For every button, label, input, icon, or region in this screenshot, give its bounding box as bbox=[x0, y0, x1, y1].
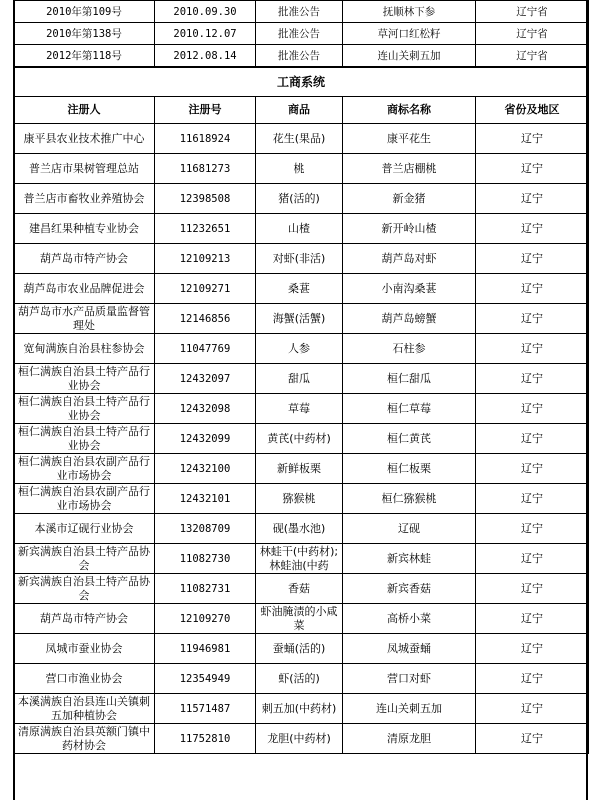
province-cell: 辽宁 bbox=[476, 394, 589, 424]
trademark-cell: 小南沟桑葚 bbox=[343, 274, 476, 304]
table-row bbox=[14, 454, 589, 484]
header-reg-no: 注册号 bbox=[155, 97, 256, 124]
province-cell: 辽宁 bbox=[476, 424, 589, 454]
trademark-cell: 葫芦岛对虾 bbox=[343, 244, 476, 274]
registrant-cell: 新宾满族自治县土特产品协会 bbox=[14, 544, 155, 574]
registrant-cell: 葫芦岛市农业品牌促进会 bbox=[14, 274, 155, 304]
trademark-cell: 桓仁猕猴桃 bbox=[343, 484, 476, 514]
province-cell: 辽宁 bbox=[476, 244, 589, 274]
trademark-cell: 桓仁草莓 bbox=[343, 394, 476, 424]
registrant-cell: 普兰店市畜牧业养殖协会 bbox=[14, 184, 155, 214]
table-row bbox=[14, 634, 589, 664]
goods-cell: 桃 bbox=[256, 154, 343, 184]
goods-cell: 虾(活的) bbox=[256, 664, 343, 694]
table-row bbox=[14, 124, 589, 154]
header-registrant: 注册人 bbox=[14, 97, 155, 124]
table-row bbox=[14, 544, 589, 574]
trademark-cell: 凤城蚕蛹 bbox=[343, 634, 476, 664]
reg-no-cell: 11618924 bbox=[155, 124, 256, 154]
goods-cell: 山楂 bbox=[256, 214, 343, 244]
trademark-cell: 新金猪 bbox=[343, 184, 476, 214]
registrant-cell: 本溪市辽砚行业协会 bbox=[14, 514, 155, 544]
goods-cell: 黄芪(中药材) bbox=[256, 424, 343, 454]
table-row bbox=[14, 484, 589, 514]
registration-rows bbox=[14, 124, 589, 754]
trademark-cell: 新开岭山楂 bbox=[343, 214, 476, 244]
reg-no-cell: 12432101 bbox=[155, 484, 256, 514]
goods-cell: 砚(墨水池) bbox=[256, 514, 343, 544]
registrant-cell: 康平县农业技术推广中心 bbox=[14, 124, 155, 154]
trademark-cell: 石柱参 bbox=[343, 334, 476, 364]
table-row bbox=[14, 304, 589, 334]
top-row bbox=[14, 1, 589, 23]
table-row bbox=[14, 424, 589, 454]
registrant-cell: 建昌红果种植专业协会 bbox=[14, 214, 155, 244]
table-row bbox=[14, 154, 589, 184]
goods-cell: 桑葚 bbox=[256, 274, 343, 304]
province-cell: 辽宁 bbox=[476, 724, 589, 754]
registrant-cell: 桓仁满族自治县土特产品行业协会 bbox=[14, 364, 155, 394]
trademark-cell: 辽砚 bbox=[343, 514, 476, 544]
announcement-no-cell: 2010年第138号 bbox=[14, 23, 155, 45]
goods-cell: 虾油腌渍的小咸菜 bbox=[256, 604, 343, 634]
province-cell: 辽宁 bbox=[476, 484, 589, 514]
certification-table bbox=[13, 0, 589, 754]
goods-cell: 林蛙干(中药材);林蛙油(中药 bbox=[256, 544, 343, 574]
registrant-cell: 葫芦岛市特产协会 bbox=[14, 244, 155, 274]
trademark-cell: 营口对虾 bbox=[343, 664, 476, 694]
province-cell: 辽宁省 bbox=[476, 23, 589, 45]
trademark-cell: 桓仁甜瓜 bbox=[343, 364, 476, 394]
registrant-cell: 桓仁满族自治县农副产品行业市场协会 bbox=[14, 454, 155, 484]
province-cell: 辽宁 bbox=[476, 214, 589, 244]
goods-cell: 刺五加(中药材) bbox=[256, 694, 343, 724]
reg-no-cell: 12432098 bbox=[155, 394, 256, 424]
announcement-no-cell: 2012年第118号 bbox=[14, 45, 155, 68]
reg-no-cell: 13208709 bbox=[155, 514, 256, 544]
goods-cell: 蚕蛹(活的) bbox=[256, 634, 343, 664]
table-row bbox=[14, 514, 589, 544]
table-row bbox=[14, 244, 589, 274]
table-row bbox=[14, 664, 589, 694]
type-cell: 批准公告 bbox=[256, 45, 343, 68]
top-row bbox=[14, 45, 589, 68]
section-title: 工商系统 bbox=[14, 67, 589, 97]
reg-no-cell: 12432099 bbox=[155, 424, 256, 454]
province-cell: 辽宁 bbox=[476, 364, 589, 394]
document-table-container bbox=[13, 0, 588, 754]
goods-cell: 猕猴桃 bbox=[256, 484, 343, 514]
reg-no-cell: 11681273 bbox=[155, 154, 256, 184]
registrant-cell: 营口市渔业协会 bbox=[14, 664, 155, 694]
header-province: 省份及地区 bbox=[476, 97, 589, 124]
reg-no-cell: 12354949 bbox=[155, 664, 256, 694]
goods-cell: 草莓 bbox=[256, 394, 343, 424]
top-rows bbox=[14, 1, 589, 68]
reg-no-cell: 11232651 bbox=[155, 214, 256, 244]
registrant-cell: 葫芦岛市水产品质量监督管理处 bbox=[14, 304, 155, 334]
province-cell: 辽宁 bbox=[476, 184, 589, 214]
type-cell: 批准公告 bbox=[256, 1, 343, 23]
reg-no-cell: 12109213 bbox=[155, 244, 256, 274]
reg-no-cell: 12146856 bbox=[155, 304, 256, 334]
trademark-cell: 高桥小菜 bbox=[343, 604, 476, 634]
table-row bbox=[14, 364, 589, 394]
product-cell: 连山关刺五加 bbox=[343, 45, 476, 68]
product-cell: 草河口红松籽 bbox=[343, 23, 476, 45]
province-cell: 辽宁 bbox=[476, 634, 589, 664]
table-row bbox=[14, 184, 589, 214]
registrant-cell: 葫芦岛市特产协会 bbox=[14, 604, 155, 634]
reg-no-cell: 12432097 bbox=[155, 364, 256, 394]
header-goods: 商品 bbox=[256, 97, 343, 124]
goods-cell: 花生(果品) bbox=[256, 124, 343, 154]
province-cell: 辽宁 bbox=[476, 514, 589, 544]
trademark-cell: 连山关刺五加 bbox=[343, 694, 476, 724]
registrant-cell: 清原满族自治县英额门镇中药材协会 bbox=[14, 724, 155, 754]
section-header bbox=[14, 67, 589, 124]
reg-no-cell: 11752810 bbox=[155, 724, 256, 754]
type-cell: 批准公告 bbox=[256, 23, 343, 45]
date-cell: 2012.08.14 bbox=[155, 45, 256, 68]
province-cell: 辽宁 bbox=[476, 304, 589, 334]
province-cell: 辽宁 bbox=[476, 544, 589, 574]
trademark-cell: 新宾林蛙 bbox=[343, 544, 476, 574]
registrant-cell: 宽甸满族自治县柱参协会 bbox=[14, 334, 155, 364]
goods-cell: 对虾(非活) bbox=[256, 244, 343, 274]
reg-no-cell: 11047769 bbox=[155, 334, 256, 364]
goods-cell: 新鲜板栗 bbox=[256, 454, 343, 484]
province-cell: 辽宁 bbox=[476, 454, 589, 484]
date-cell: 2010.12.07 bbox=[155, 23, 256, 45]
table-row bbox=[14, 694, 589, 724]
province-cell: 辽宁 bbox=[476, 574, 589, 604]
province-cell: 辽宁 bbox=[476, 274, 589, 304]
province-cell: 辽宁 bbox=[476, 124, 589, 154]
table-row bbox=[14, 574, 589, 604]
registrant-cell: 桓仁满族自治县土特产品行业协会 bbox=[14, 394, 155, 424]
registrant-cell: 桓仁满族自治县农副产品行业市场协会 bbox=[14, 484, 155, 514]
trademark-cell: 新宾香菇 bbox=[343, 574, 476, 604]
province-cell: 辽宁 bbox=[476, 154, 589, 184]
table-row bbox=[14, 334, 589, 364]
province-cell: 辽宁 bbox=[476, 334, 589, 364]
reg-no-cell: 12109270 bbox=[155, 604, 256, 634]
table-row bbox=[14, 724, 589, 754]
registrant-cell: 凤城市蚕业协会 bbox=[14, 634, 155, 664]
header-trademark: 商标名称 bbox=[343, 97, 476, 124]
trademark-cell: 葫芦岛螃蟹 bbox=[343, 304, 476, 334]
province-cell: 辽宁 bbox=[476, 604, 589, 634]
registrant-cell: 新宾满族自治县土特产品协会 bbox=[14, 574, 155, 604]
goods-cell: 香菇 bbox=[256, 574, 343, 604]
reg-no-cell: 12432100 bbox=[155, 454, 256, 484]
province-cell: 辽宁省 bbox=[476, 1, 589, 23]
product-cell: 抚顺林下参 bbox=[343, 1, 476, 23]
trademark-cell: 桓仁黄芪 bbox=[343, 424, 476, 454]
table-row bbox=[14, 604, 589, 634]
trademark-cell: 普兰店棚桃 bbox=[343, 154, 476, 184]
registrant-cell: 桓仁满族自治县土特产品行业协会 bbox=[14, 424, 155, 454]
trademark-cell: 清原龙胆 bbox=[343, 724, 476, 754]
province-cell: 辽宁 bbox=[476, 664, 589, 694]
table-row bbox=[14, 214, 589, 244]
goods-cell: 龙胆(中药材) bbox=[256, 724, 343, 754]
reg-no-cell: 11082731 bbox=[155, 574, 256, 604]
reg-no-cell: 11082730 bbox=[155, 544, 256, 574]
date-cell: 2010.09.30 bbox=[155, 1, 256, 23]
province-cell: 辽宁 bbox=[476, 694, 589, 724]
registrant-cell: 普兰店市果树管理总站 bbox=[14, 154, 155, 184]
reg-no-cell: 12109271 bbox=[155, 274, 256, 304]
top-row bbox=[14, 23, 589, 45]
trademark-cell: 桓仁板栗 bbox=[343, 454, 476, 484]
reg-no-cell: 11571487 bbox=[155, 694, 256, 724]
reg-no-cell: 11946981 bbox=[155, 634, 256, 664]
goods-cell: 海蟹(活蟹) bbox=[256, 304, 343, 334]
province-cell: 辽宁省 bbox=[476, 45, 589, 68]
registrant-cell: 本溪满族自治县连山关镇刺五加种植协会 bbox=[14, 694, 155, 724]
goods-cell: 人参 bbox=[256, 334, 343, 364]
reg-no-cell: 12398508 bbox=[155, 184, 256, 214]
table-row bbox=[14, 394, 589, 424]
goods-cell: 猪(活的) bbox=[256, 184, 343, 214]
announcement-no-cell: 2010年第109号 bbox=[14, 1, 155, 23]
table-row bbox=[14, 274, 589, 304]
trademark-cell: 康平花生 bbox=[343, 124, 476, 154]
goods-cell: 甜瓜 bbox=[256, 364, 343, 394]
